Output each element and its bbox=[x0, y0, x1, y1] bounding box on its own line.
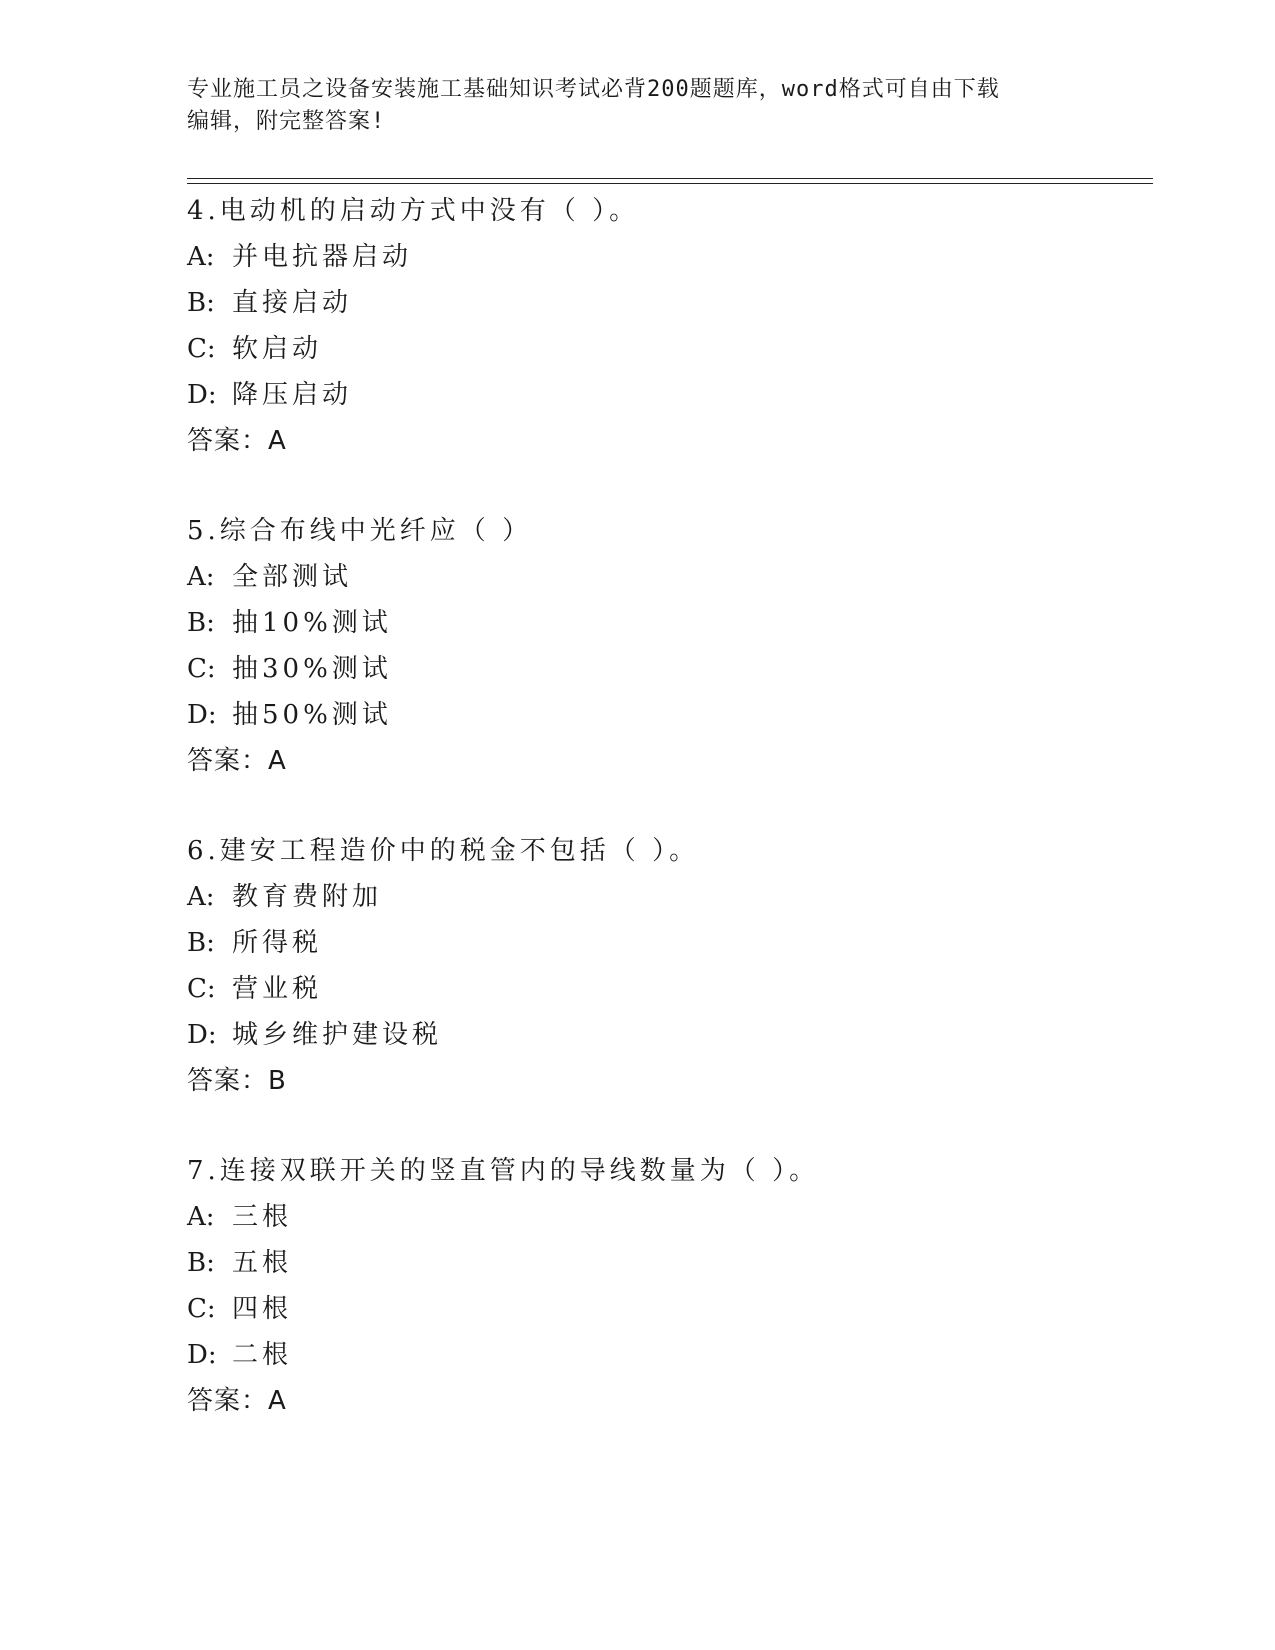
option-text: 直接启动 bbox=[232, 288, 353, 318]
header-line-1: 专业施工员之设备安装施工基础知识考试必背200题题库，word格式可自由下载 bbox=[187, 77, 1000, 102]
question-block bbox=[187, 828, 1147, 1104]
option-c bbox=[187, 326, 1147, 372]
option-letter: A: bbox=[187, 882, 215, 912]
option-text: 并电抗器启动 bbox=[232, 242, 413, 272]
answer-line: 答案：A bbox=[187, 1386, 287, 1416]
option-a bbox=[187, 874, 1147, 920]
header-divider-top bbox=[187, 178, 1153, 179]
option-letter: B: bbox=[187, 608, 215, 638]
option-letter: A: bbox=[187, 562, 215, 592]
option-text: 五根 bbox=[232, 1248, 293, 1278]
option-text: 软启动 bbox=[232, 334, 323, 364]
option-letter: A: bbox=[187, 242, 215, 272]
question-stem: 4.电动机的启动方式中没有（ ）。 bbox=[187, 196, 640, 226]
option-text: 抽10%测试 bbox=[232, 608, 392, 638]
question-stem: 7.连接双联开关的竖直管内的导线数量为（ ）。 bbox=[187, 1156, 820, 1186]
option-b bbox=[187, 1240, 1147, 1286]
option-c bbox=[187, 1286, 1147, 1332]
option-letter: B: bbox=[187, 288, 215, 318]
option-a bbox=[187, 554, 1147, 600]
answer-line: 答案：A bbox=[187, 746, 287, 776]
option-text: 营业税 bbox=[232, 974, 323, 1004]
option-letter: C: bbox=[187, 974, 216, 1004]
option-letter: C: bbox=[187, 334, 216, 364]
option-letter: D: bbox=[187, 1020, 217, 1050]
option-text: 抽30%测试 bbox=[232, 654, 392, 684]
option-d bbox=[187, 1332, 1147, 1378]
option-b bbox=[187, 280, 1147, 326]
option-letter: A: bbox=[187, 1202, 215, 1232]
option-text: 所得税 bbox=[232, 928, 323, 958]
option-text: 城乡维护建设税 bbox=[232, 1020, 443, 1050]
option-a bbox=[187, 1194, 1147, 1240]
option-text: 教育费附加 bbox=[232, 882, 383, 912]
question-block bbox=[187, 1148, 1147, 1424]
option-c bbox=[187, 966, 1147, 1012]
document-header bbox=[187, 74, 1087, 138]
option-text: 降压启动 bbox=[232, 380, 353, 410]
option-b bbox=[187, 600, 1147, 646]
option-text: 全部测试 bbox=[232, 562, 353, 592]
option-b bbox=[187, 920, 1147, 966]
option-letter: B: bbox=[187, 1248, 215, 1278]
option-text: 三根 bbox=[232, 1202, 293, 1232]
option-letter: B: bbox=[187, 928, 215, 958]
option-d bbox=[187, 372, 1147, 418]
option-letter: C: bbox=[187, 654, 216, 684]
option-text: 二根 bbox=[232, 1340, 293, 1370]
header-divider-bottom bbox=[187, 183, 1153, 184]
option-d bbox=[187, 1012, 1147, 1058]
option-a bbox=[187, 234, 1147, 280]
option-letter: D: bbox=[187, 700, 217, 730]
question-stem: 5.综合布线中光纤应（ ） bbox=[187, 516, 533, 546]
option-c bbox=[187, 646, 1147, 692]
option-text: 抽50%测试 bbox=[232, 700, 392, 730]
header-line-2: 编辑，附完整答案! bbox=[187, 109, 386, 134]
question-block bbox=[187, 508, 1147, 784]
option-text: 四根 bbox=[232, 1294, 293, 1324]
answer-line: 答案：B bbox=[187, 1066, 287, 1096]
option-letter: C: bbox=[187, 1294, 216, 1324]
question-block bbox=[187, 188, 1147, 464]
question-stem: 6.建安工程造价中的税金不包括（ ）。 bbox=[187, 836, 700, 866]
answer-line: 答案：A bbox=[187, 426, 287, 456]
option-d bbox=[187, 692, 1147, 738]
option-letter: D: bbox=[187, 380, 217, 410]
option-letter: D: bbox=[187, 1340, 217, 1370]
